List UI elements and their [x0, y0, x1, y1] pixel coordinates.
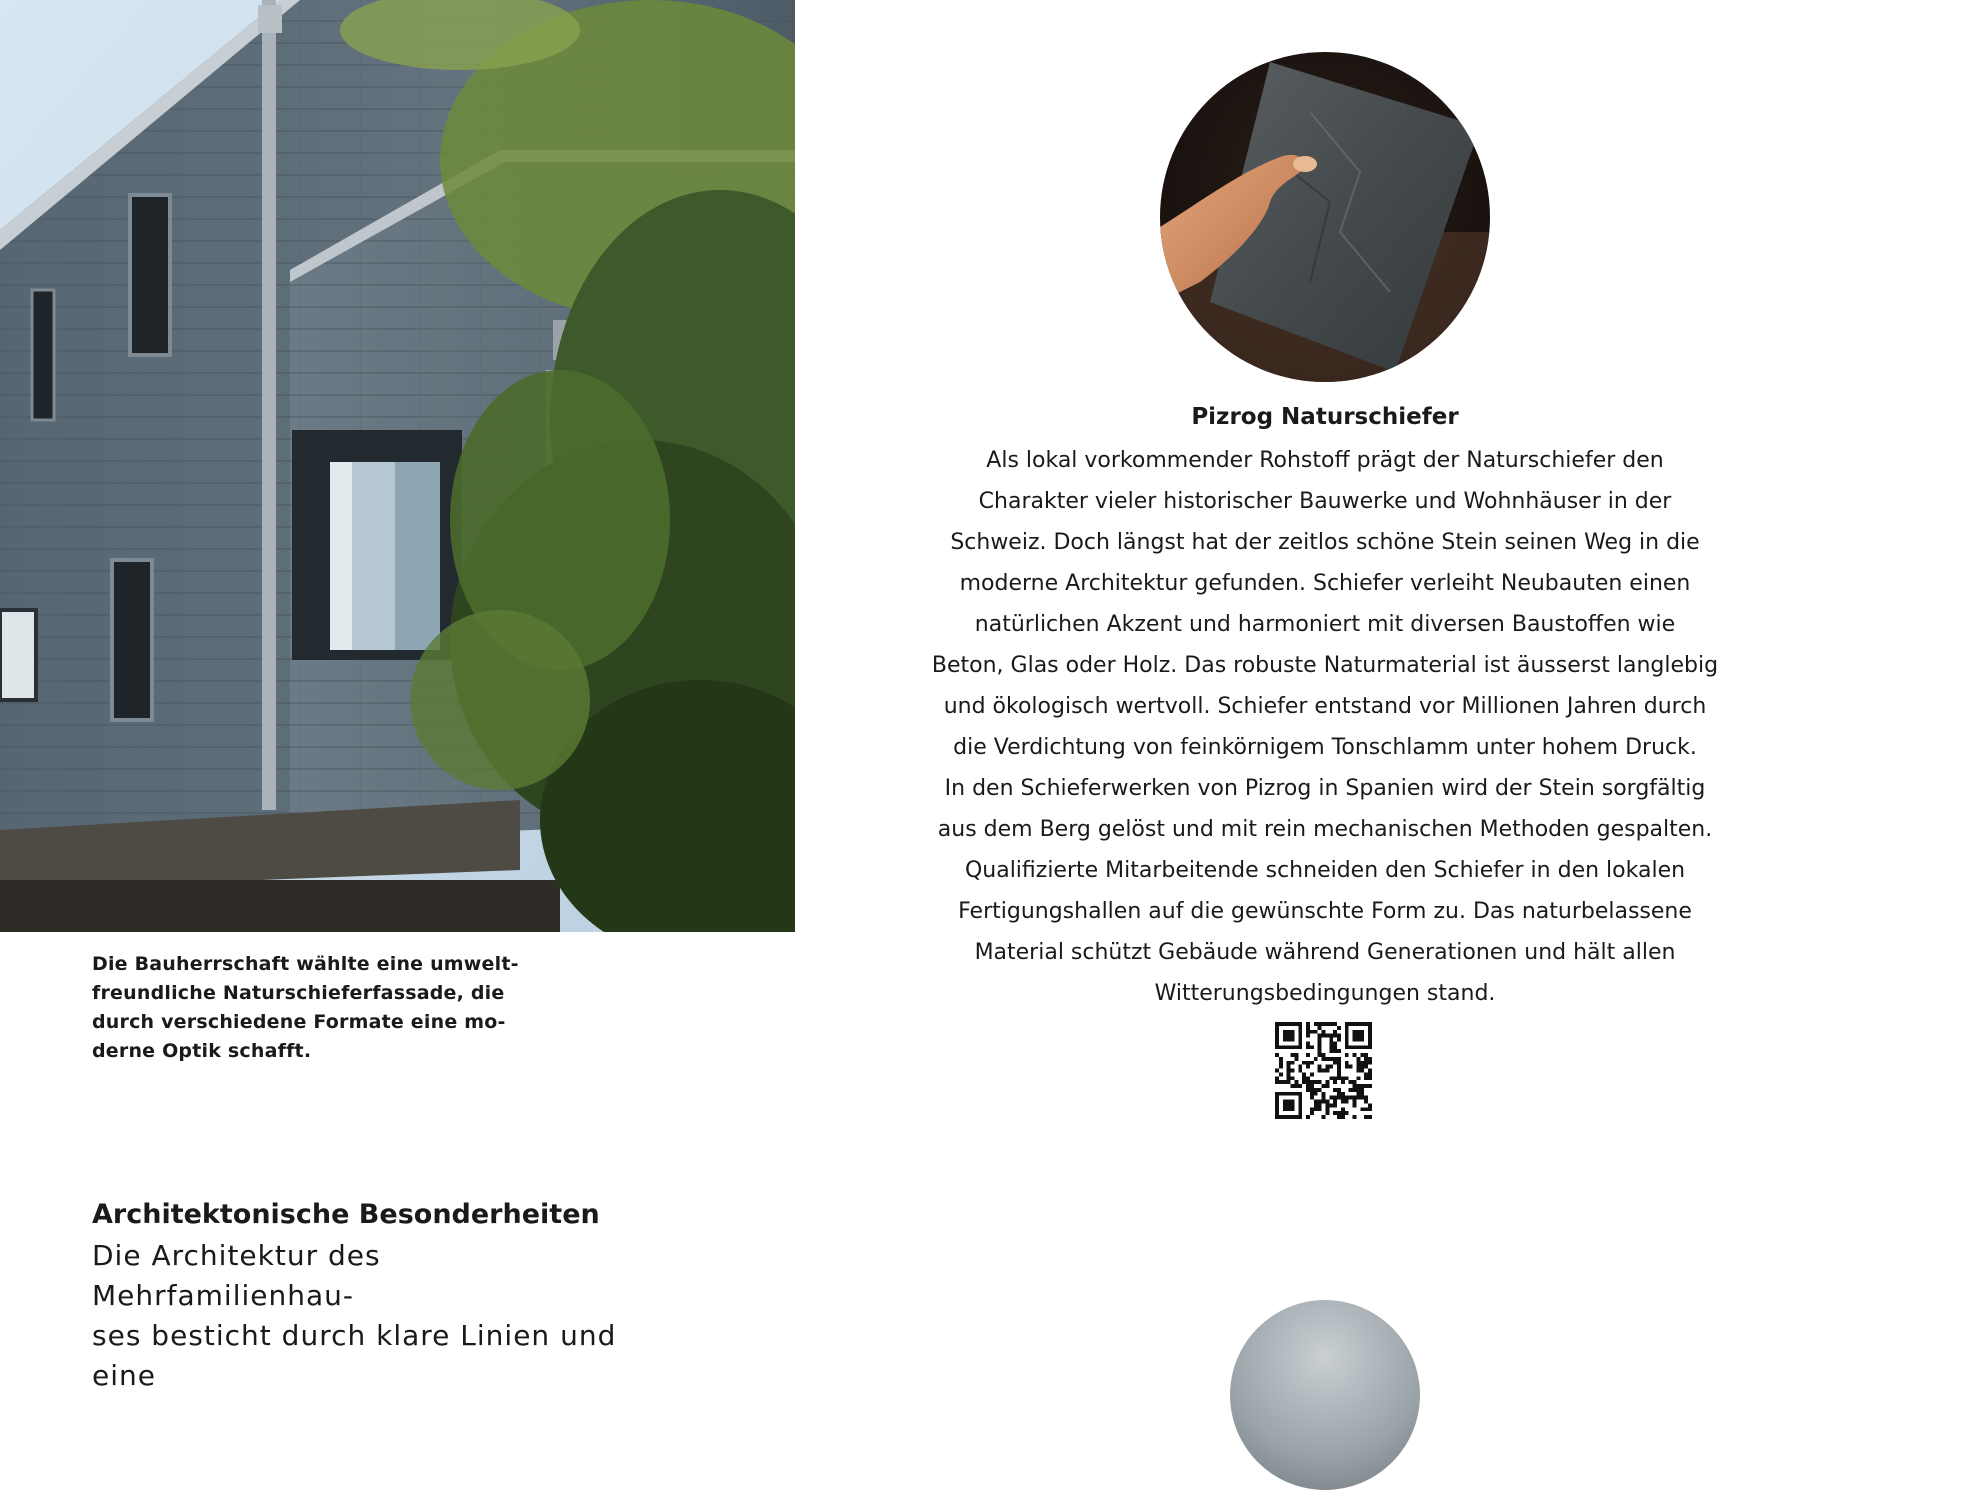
building-photo-illustration — [0, 0, 795, 932]
qr-code-graphic — [1275, 1022, 1372, 1119]
product-description-line: Material schützt Gebäude während Generationen und hält allen — [974, 940, 1676, 965]
product-description-line: die Verdichtung von feinkörnigem Tonschlamm unter hohem Druck. — [953, 735, 1697, 760]
building-facade-photo — [0, 0, 795, 932]
product-description-line: Charakter vieler historischer Bauwerke und Wohnhäuser in der — [978, 489, 1672, 514]
product-description-line: Als lokal vorkommender Rohstoff prägt der Naturschiefer den — [986, 448, 1664, 473]
product-description — [900, 440, 1750, 1014]
article-body — [92, 1236, 652, 1396]
product-description-line: In den Schieferwerken von Pizrog in Spanien wird der Stein sorgfältig — [944, 776, 1706, 801]
article-heading: Architektonische Besonderheiten — [92, 1199, 600, 1230]
qr-code-icon[interactable] — [1275, 1022, 1372, 1119]
product-description-line: aus dem Berg gelöst und mit rein mechanischen Methoden gespalten. — [937, 817, 1713, 842]
product-description-line: moderne Architektur gefunden. Schiefer verleiht Neubauten einen — [959, 571, 1691, 596]
photo-caption-line: Die Bauherrschaft wählte eine umwelt- — [92, 953, 519, 975]
photo-caption-line: derne Optik schafft. — [92, 1040, 312, 1062]
product-title: Pizrog Naturschiefer — [1191, 404, 1459, 430]
slate-tile-in-hand-photo — [1160, 52, 1490, 382]
article-body-line: ses besticht durch klare Linien und eine — [92, 1319, 617, 1392]
product-description-line: Schweiz. Doch längst hat der zeitlos schöne Stein seinen Weg in die — [950, 530, 1700, 555]
product-description-line: Fertigungshallen auf die gewünschte Form zu. Das naturbelassene — [958, 899, 1692, 924]
photo-caption-line: freundliche Naturschieferfassade, die — [92, 982, 505, 1004]
product-description-line: und ökologisch wertvoll. Schiefer entstand vor Millionen Jahren durch — [943, 694, 1707, 719]
product-description-line: Beton, Glas oder Holz. Das robuste Naturmaterial ist äusserst langlebig — [931, 653, 1719, 678]
article-body-line: Die Architektur des Mehrfamilienhau- — [92, 1239, 381, 1312]
product-description-line: Qualifizierte Mitarbeitende schneiden den Schiefer in den lokalen — [964, 858, 1686, 883]
product-description-line: Witterungsbedingungen stand. — [1154, 981, 1496, 1006]
photo-caption-line: durch verschiedene Formate eine mo- — [92, 1011, 506, 1033]
bottom-circle-photo — [1230, 1300, 1420, 1490]
slate-tile-illustration — [1160, 52, 1490, 382]
product-description-line: natürlichen Akzent und harmoniert mit diversen Baustoffen wie — [974, 612, 1676, 637]
photo-caption — [92, 950, 522, 1066]
